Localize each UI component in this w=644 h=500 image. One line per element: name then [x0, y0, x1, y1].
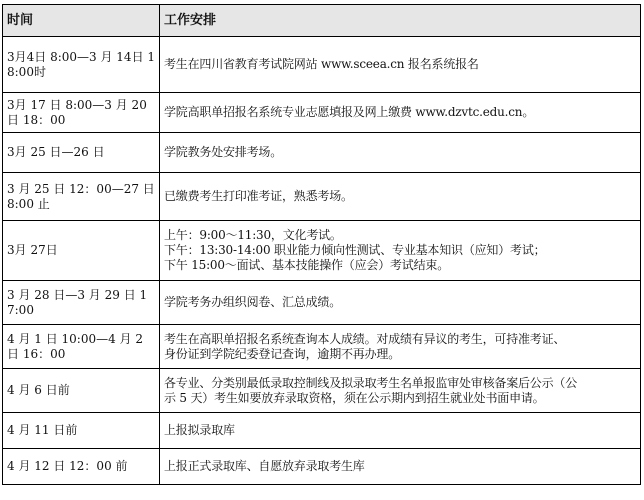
time-cell: 3月4日 8:00—3 月 14日 18:00时	[3, 37, 160, 93]
time-cell: 4 月 12 日 12：00 前	[3, 449, 160, 485]
work-cell	[160, 369, 641, 413]
work-line: 上报正式录取库、自愿放弃录取考生库	[164, 459, 365, 473]
work-cell	[160, 413, 641, 449]
time-cell: 3 月 25 日 12：00—27 日 8:00 止	[3, 173, 160, 221]
time-cell: 4 月 6 日前	[3, 369, 160, 413]
work-cell	[160, 37, 641, 93]
work-line: 考生在四川省教育考试院网站 www.sceea.cn 报名系统报名	[164, 57, 479, 71]
work-cell	[160, 133, 641, 173]
work-line: 学院高职单招报名系统专业志愿填报及网上缴费 www.dzvtc.edu.cn。	[164, 105, 535, 119]
table-row	[3, 221, 641, 281]
work-line: 已缴费考生打印准考证，熟悉考场。	[164, 189, 353, 203]
schedule-table	[2, 4, 641, 485]
time-column-header: 时间	[3, 5, 160, 37]
work-cell	[160, 221, 641, 281]
work-line: 身份证到学院纪委登记查询，逾期不再办理。	[164, 346, 401, 361]
time-cell: 3 月 28 日—3 月 29 日 17:00	[3, 281, 160, 325]
work-line: 各专业、分类别最低录取控制线及拟录取考生名单报监审处审核备案后公示（公	[164, 375, 578, 390]
work-column-header: 工作安排	[160, 5, 641, 37]
time-cell: 3月 17 日 8:00—3 月 20日 18：00	[3, 93, 160, 133]
work-line: 上报拟录取库	[164, 423, 235, 437]
work-cell	[160, 173, 641, 221]
work-line: 学院考务办组织阅卷、汇总成绩。	[164, 295, 342, 309]
table-row	[3, 37, 641, 93]
work-cell	[160, 93, 641, 133]
table-row	[3, 93, 641, 133]
table-row	[3, 413, 641, 449]
work-cell	[160, 325, 641, 369]
work-cell	[160, 281, 641, 325]
time-cell: 4 月 1 日 10:00—4 月 2 日 16：00	[3, 325, 160, 369]
work-line: 学院教务处安排考场。	[164, 145, 283, 159]
work-line: 考生在高职单招报名系统查询本人成绩。对成绩有异议的考生，可持准考证、	[164, 331, 566, 346]
table-row	[3, 281, 641, 325]
time-cell: 3月 27日	[3, 221, 160, 281]
table-row	[3, 369, 641, 413]
table-row	[3, 325, 641, 369]
header-row	[3, 5, 641, 37]
table-row	[3, 133, 641, 173]
time-cell: 3月 25 日—26 日	[3, 133, 160, 173]
table-row	[3, 449, 641, 485]
work-line: 上午：9:00～11:30，文化考试。	[164, 228, 342, 242]
work-cell	[160, 449, 641, 485]
time-cell: 4 月 11 日前	[3, 413, 160, 449]
work-line: 下午：13:30-14:00 职业能力倾向性测试、专业基本知识（应知）考试；	[164, 243, 546, 257]
table-row	[3, 173, 641, 221]
work-line: 下午 15:00～面试、基本技能操作（应会）考试结束。	[164, 258, 449, 272]
work-line: 示 5 天）考生如要放弃录取资格，须在公示期内到招生就业处书面申请。	[164, 390, 545, 405]
